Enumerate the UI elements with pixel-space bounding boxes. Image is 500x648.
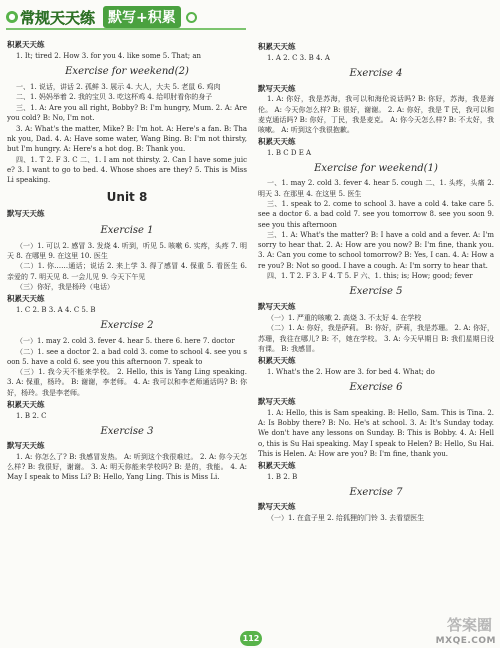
exercise-title: Exercise 7: [349, 486, 403, 498]
answer-paragraph: （一）1. may 2. cold 3. fever 4. hear 5. there 6. here 7. doctor: [16, 336, 235, 345]
answer-paragraph: 1. It; tired 2. How 3. for you 4. like some 5. That; an: [16, 51, 202, 60]
answer-paragraph: （一）1. 在盒子里 2. 给狐狸的门铃 3. 去看望医生: [267, 514, 425, 523]
left-answer-column: [7, 38, 247, 483]
brand-banner: [6, 6, 197, 28]
section-label: 默写天天练: [258, 83, 296, 93]
right-answer-column: [258, 40, 494, 524]
section-label: 积累天天练: [7, 399, 45, 409]
page-number: 112: [240, 631, 262, 646]
section-label: 积累天天练: [258, 460, 296, 470]
exercise-title: Exercise 4: [349, 68, 403, 80]
watermark: [414, 610, 496, 646]
unit-title: Unit 8: [106, 189, 148, 204]
answer-paragraph: （二）1. see a doctor 2. a bad cold 3. come to school 4. see you soon 5. have a cold 6. see you this afternoon 7. speak to: [7, 347, 247, 366]
exercise-title: Exercise 3: [100, 425, 154, 437]
section-label: 默写天天练: [258, 502, 296, 512]
brand-dot-icon: ●: [6, 11, 18, 23]
answer-paragraph: 四、1. T 2. F 3. C 二、1. I am not thirsty. 2. Can I have some juice? 3. I want to go to bed. 4. Whose shoes are they? 5. This is Miss Li speaking.: [7, 155, 247, 184]
answer-paragraph: （一）1. 严重的咳嗽 2. 高烧 3. 不太好 4. 在学校: [267, 313, 422, 322]
answer-paragraph: 1. What's the 2. How are 3. for bed 4. What; do: [267, 367, 435, 376]
answer-paragraph: 一、1. 说话，讲话 2. 孤鲜 3. 展示 4. 大人，大夫 5. 老鼠 6. 鸡肉: [16, 82, 221, 91]
answer-paragraph: 1. A: Hello, this is Sam speaking. B: Hello, Sam. This is Tina. 2. A: Is Bobby there? B: No. He's at school. 3. A: It's Sunday today. We don't have any lessons on Sunday. B: This is Bobby. 4. A: Hello, this is Su Hai speaking. May I speak to Helen? B: Hello, Su Hai. This is Helen. A: How are you? B: I'm fine, thank you.: [258, 409, 494, 458]
answer-paragraph: 1. B C D E A: [267, 148, 312, 157]
exercise-title: Exercise 6: [349, 381, 403, 393]
section-label: 积累天天练: [258, 136, 296, 146]
exercise-title: Exercise for weekend(2): [65, 66, 189, 78]
answer-paragraph: 三、1. A: Are you all right, Bobby? B: I'm hungry, Mum. 2. A: Are you cold? B: No, I'm not.: [7, 103, 247, 122]
answer-paragraph: 四、1. T 2. F 3. F 4. T 5. F 六、1. this; is; How; good; fever: [267, 272, 473, 281]
answer-paragraph: 1. B 2. B: [267, 472, 298, 481]
section-label: 积累天天练: [258, 355, 296, 365]
answer-paragraph: 1. B 2. C: [16, 411, 47, 420]
page-header: [6, 2, 266, 32]
answer-paragraph: 1. C 2. B 3. A 4. C 5. B: [16, 306, 96, 315]
section-label: 默写天天练: [258, 301, 296, 311]
watermark-site: MXQE.COM: [435, 636, 496, 646]
answer-paragraph: 三、1. A: What's the matter? B: I have a cold and a fever. A: I'm sorry to hear that. 2. A: How are you now? B: I'm fine, thank you. 3. A: Can you come to school tomorrow? B: Yes, I can. 4. A: How are you? B: Not so good. I have a cough. A: I'm sorry to hear that.: [258, 231, 494, 270]
answer-paragraph: 三、1. speak to 2. come to school 3. have a cold 4. take care 5. see a doctor 6. a bad cold 7. see you tomorrow 8. see you soon 9. see you this afternoon: [258, 200, 494, 229]
watermark-logo: 答案圈: [446, 616, 492, 634]
answer-paragraph: 1. A: 你好，我是苏海，我可以和海伦说话吗? B: 你好，苏海，我是海伦。 A: 今天你怎么样? B: 很好，谢谢。 2. A: 你好，我是 T 民，我可以和麦克通话吗? B: 你好，丁民，我是麦克。 A: 你今天怎么样? B: 不太好，我咳嗽。 A: 听到这个我很抱歉。: [258, 95, 494, 134]
answer-paragraph: 一、1. may 2. cold 3. fever 4. hear 5. cough 二、1. 头疼，头痛 2. 明天 3. 在那里 4. 在这里 5. 医生: [258, 179, 494, 198]
exercise-title: Exercise for weekend(1): [314, 162, 438, 174]
answer-paragraph: 1. A 2. C 3. B 4. A: [267, 53, 330, 62]
section-label: 默写天天练: [7, 441, 45, 451]
answer-paragraph: （三）1. 我今天不能来学校。 2. Hello, this is Yang Ling speaking. 3. A: 保重，杨玲。 B: 谢谢，李老师。 4. A: 我可以和李老师通话吗? B: 你好，杨玲。我是李老师。: [7, 368, 247, 397]
section-label: 默写天天练: [258, 397, 296, 407]
answer-paragraph: （二）1. A: 你好，我是萨莉。 B: 你好，萨莉，我是苏珊。 2. A: 你好，苏珊，我往在哪儿? B: 不，她在学校。 3. A: 今天早期日 B: 我们星期日没有课。 B: 我感冒。: [258, 324, 494, 353]
section-label: 积累天天练: [7, 40, 45, 49]
answer-paragraph: （三）你好，我是杨玲（电话）: [16, 283, 114, 292]
exercise-title: Exercise 1: [100, 225, 154, 237]
answer-paragraph: （一）1. 可以 2. 感冒 3. 发烧 4. 听到，听见 5. 咳嗽 6. 实疼，头疼 7. 明天 8. 在哪里 9. 在这里 10. 医生: [7, 241, 247, 260]
brand-ring-icon: [186, 12, 197, 23]
answer-paragraph: 1. A: 你怎么了? B: 我感冒发热。 A: 听到这个我很难过。 2. A: 你今天怎么样? B: 我很好，谢谢。 3. A: 明天你能来学校吗? B: 是的，我能。 4. A: May I speak to Miss Li? B: Hello, Yang Ling. This is Miss Li.: [7, 453, 247, 482]
exercise-title: Exercise 5: [349, 286, 403, 298]
brand-title: 常规天天练: [20, 8, 96, 27]
section-label: 积累天天练: [258, 42, 296, 51]
section-label: 积累天天练: [7, 294, 45, 304]
answer-paragraph: 3. A: What's the matter, Mike? B: I'm hot. A: Here's a fan. B: Thank you, Dad. 4. A: Have some water, Wang Bing. B: I'm not thirsty, but I'm hungry. A: Here's a hot dog. B: Thank you.: [7, 124, 247, 153]
header-divider: [6, 28, 246, 30]
section-label: 默写天天练: [7, 209, 45, 219]
answer-paragraph: 二、1. 妈妈举着 2. 我的宝贝 3. 吃这杯鸡 4. 给叩肘看你的身子: [16, 93, 213, 102]
answer-paragraph: （二）1. 你……通话；说话 2. 来上学 3. 得了感冒 4. 保重 5. 看医生 6. 亲爱的 7. 明天见 8. 一会儿见 9. 今天下午见: [7, 262, 247, 281]
brand-subtitle: 默写+积累: [103, 6, 181, 28]
exercise-title: Exercise 2: [100, 320, 154, 332]
